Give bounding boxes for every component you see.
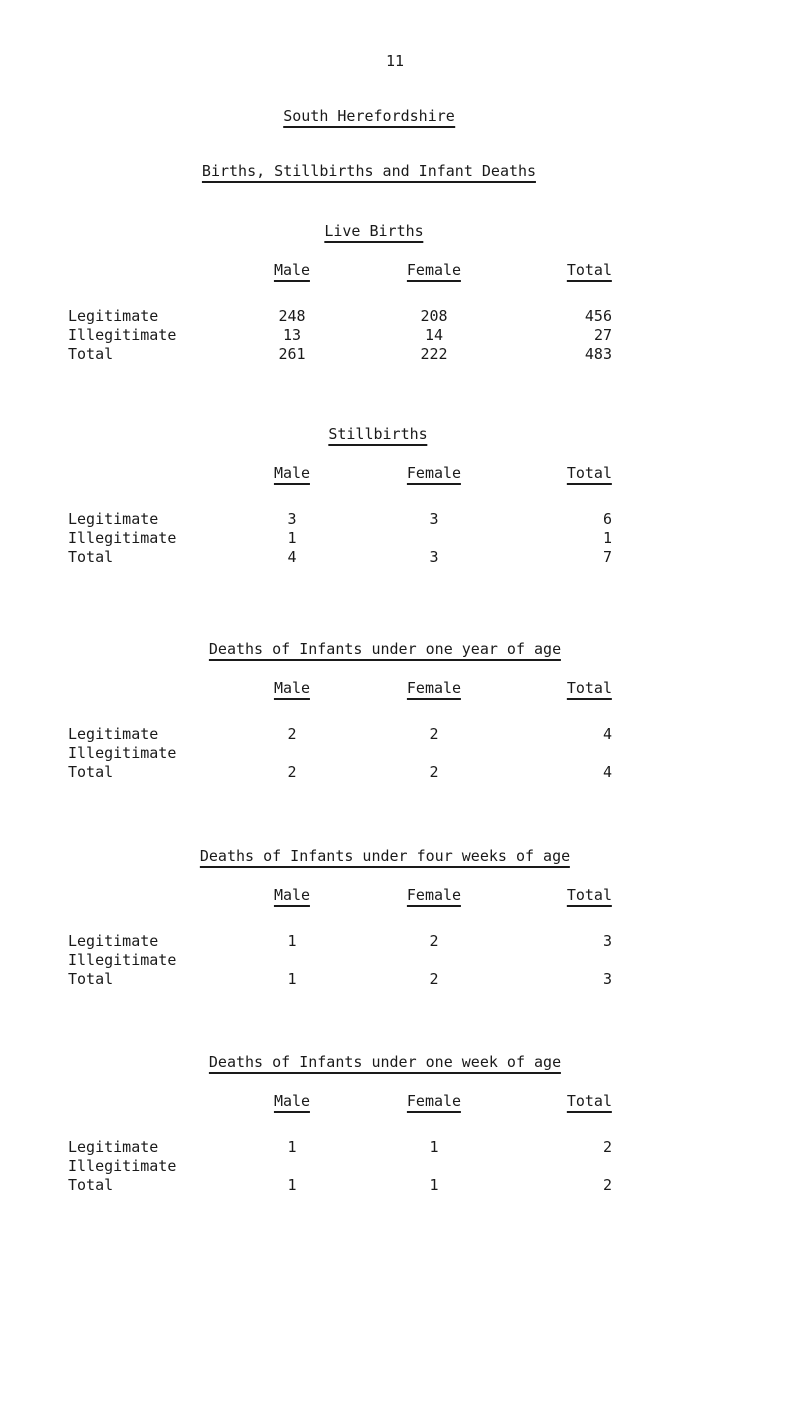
column-header-female: Female <box>407 886 461 907</box>
column-header-total: Total <box>567 261 612 282</box>
row-label-total: Total <box>68 1176 114 1194</box>
row-label-illegitimate: Illegitimate <box>68 951 177 969</box>
table-cell: 1 <box>429 1138 439 1156</box>
table-cell: 2 <box>429 763 439 781</box>
table-cell: 4 <box>602 725 612 743</box>
row-label-illegitimate: Illegitimate <box>68 326 177 344</box>
column-header-female: Female <box>407 464 461 485</box>
page-title: South Herefordshire <box>283 107 455 128</box>
row-label-illegitimate: Illegitimate <box>68 529 177 547</box>
table-cell: 27 <box>593 326 612 344</box>
column-header-total: Total <box>567 1092 612 1113</box>
section-title: Deaths of Infants under four weeks of age <box>200 847 570 868</box>
table-cell: 7 <box>602 548 612 566</box>
section-title: Deaths of Infants under one year of age <box>209 640 561 661</box>
column-header-male: Male <box>274 464 310 485</box>
table-cell: 14 <box>424 326 444 344</box>
row-label-legitimate: Legitimate <box>68 307 159 325</box>
row-label-illegitimate: Illegitimate <box>68 744 177 762</box>
table-cell: 2 <box>429 725 439 743</box>
page-subtitle: Births, Stillbirths and Infant Deaths <box>202 162 536 183</box>
table-cell: 1 <box>287 970 297 988</box>
table-cell: 1 <box>429 1176 439 1194</box>
row-label-total: Total <box>68 345 114 363</box>
table-cell: 4 <box>287 548 297 566</box>
table-cell: 2 <box>602 1176 612 1194</box>
table-cell: 3 <box>287 510 297 528</box>
column-header-male: Male <box>274 679 310 700</box>
column-header-female: Female <box>407 261 461 282</box>
table-cell: 1 <box>287 1138 297 1156</box>
table-cell: 1 <box>287 932 297 950</box>
row-label-legitimate: Legitimate <box>68 932 159 950</box>
column-header-male: Male <box>274 261 310 282</box>
table-cell: 2 <box>429 970 439 988</box>
table-cell: 6 <box>602 510 612 528</box>
column-header-male: Male <box>274 886 310 907</box>
section-title: Stillbirths <box>328 425 427 446</box>
table-cell: 222 <box>420 345 448 363</box>
column-header-total: Total <box>567 679 612 700</box>
row-label-total: Total <box>68 548 114 566</box>
column-header-total: Total <box>567 886 612 907</box>
table-cell: 248 <box>278 307 306 325</box>
column-header-female: Female <box>407 1092 461 1113</box>
stillbirths-table <box>0 425 801 565</box>
row-label-legitimate: Legitimate <box>68 725 159 743</box>
table-cell: 2 <box>429 932 439 950</box>
table-cell: 456 <box>584 307 612 325</box>
row-label-total: Total <box>68 970 114 988</box>
row-label-total: Total <box>68 763 114 781</box>
row-label-legitimate: Legitimate <box>68 510 159 528</box>
column-header-total: Total <box>567 464 612 485</box>
page-number: 11 <box>385 52 405 70</box>
table-cell: 3 <box>602 932 612 950</box>
live-births-table <box>0 222 801 362</box>
deaths-under-one-week-table <box>0 1053 801 1193</box>
column-header-male: Male <box>274 1092 310 1113</box>
table-cell: 483 <box>584 345 612 363</box>
section-title: Live Births <box>324 222 423 243</box>
table-cell: 208 <box>420 307 448 325</box>
table-cell: 2 <box>287 763 297 781</box>
table-cell: 4 <box>602 763 612 781</box>
table-cell: 1 <box>287 529 297 547</box>
table-cell: 3 <box>602 970 612 988</box>
table-cell: 13 <box>282 326 302 344</box>
deaths-under-four-weeks-table <box>0 847 801 987</box>
table-cell: 3 <box>429 548 439 566</box>
table-cell: 1 <box>602 529 612 547</box>
section-title: Deaths of Infants under one week of age <box>209 1053 561 1074</box>
column-header-female: Female <box>407 679 461 700</box>
row-label-legitimate: Legitimate <box>68 1138 159 1156</box>
table-cell: 1 <box>287 1176 297 1194</box>
row-label-illegitimate: Illegitimate <box>68 1157 177 1175</box>
table-cell: 3 <box>429 510 439 528</box>
table-cell: 261 <box>278 345 306 363</box>
table-cell: 2 <box>602 1138 612 1156</box>
table-cell: 2 <box>287 725 297 743</box>
deaths-under-one-year-table <box>0 640 801 780</box>
